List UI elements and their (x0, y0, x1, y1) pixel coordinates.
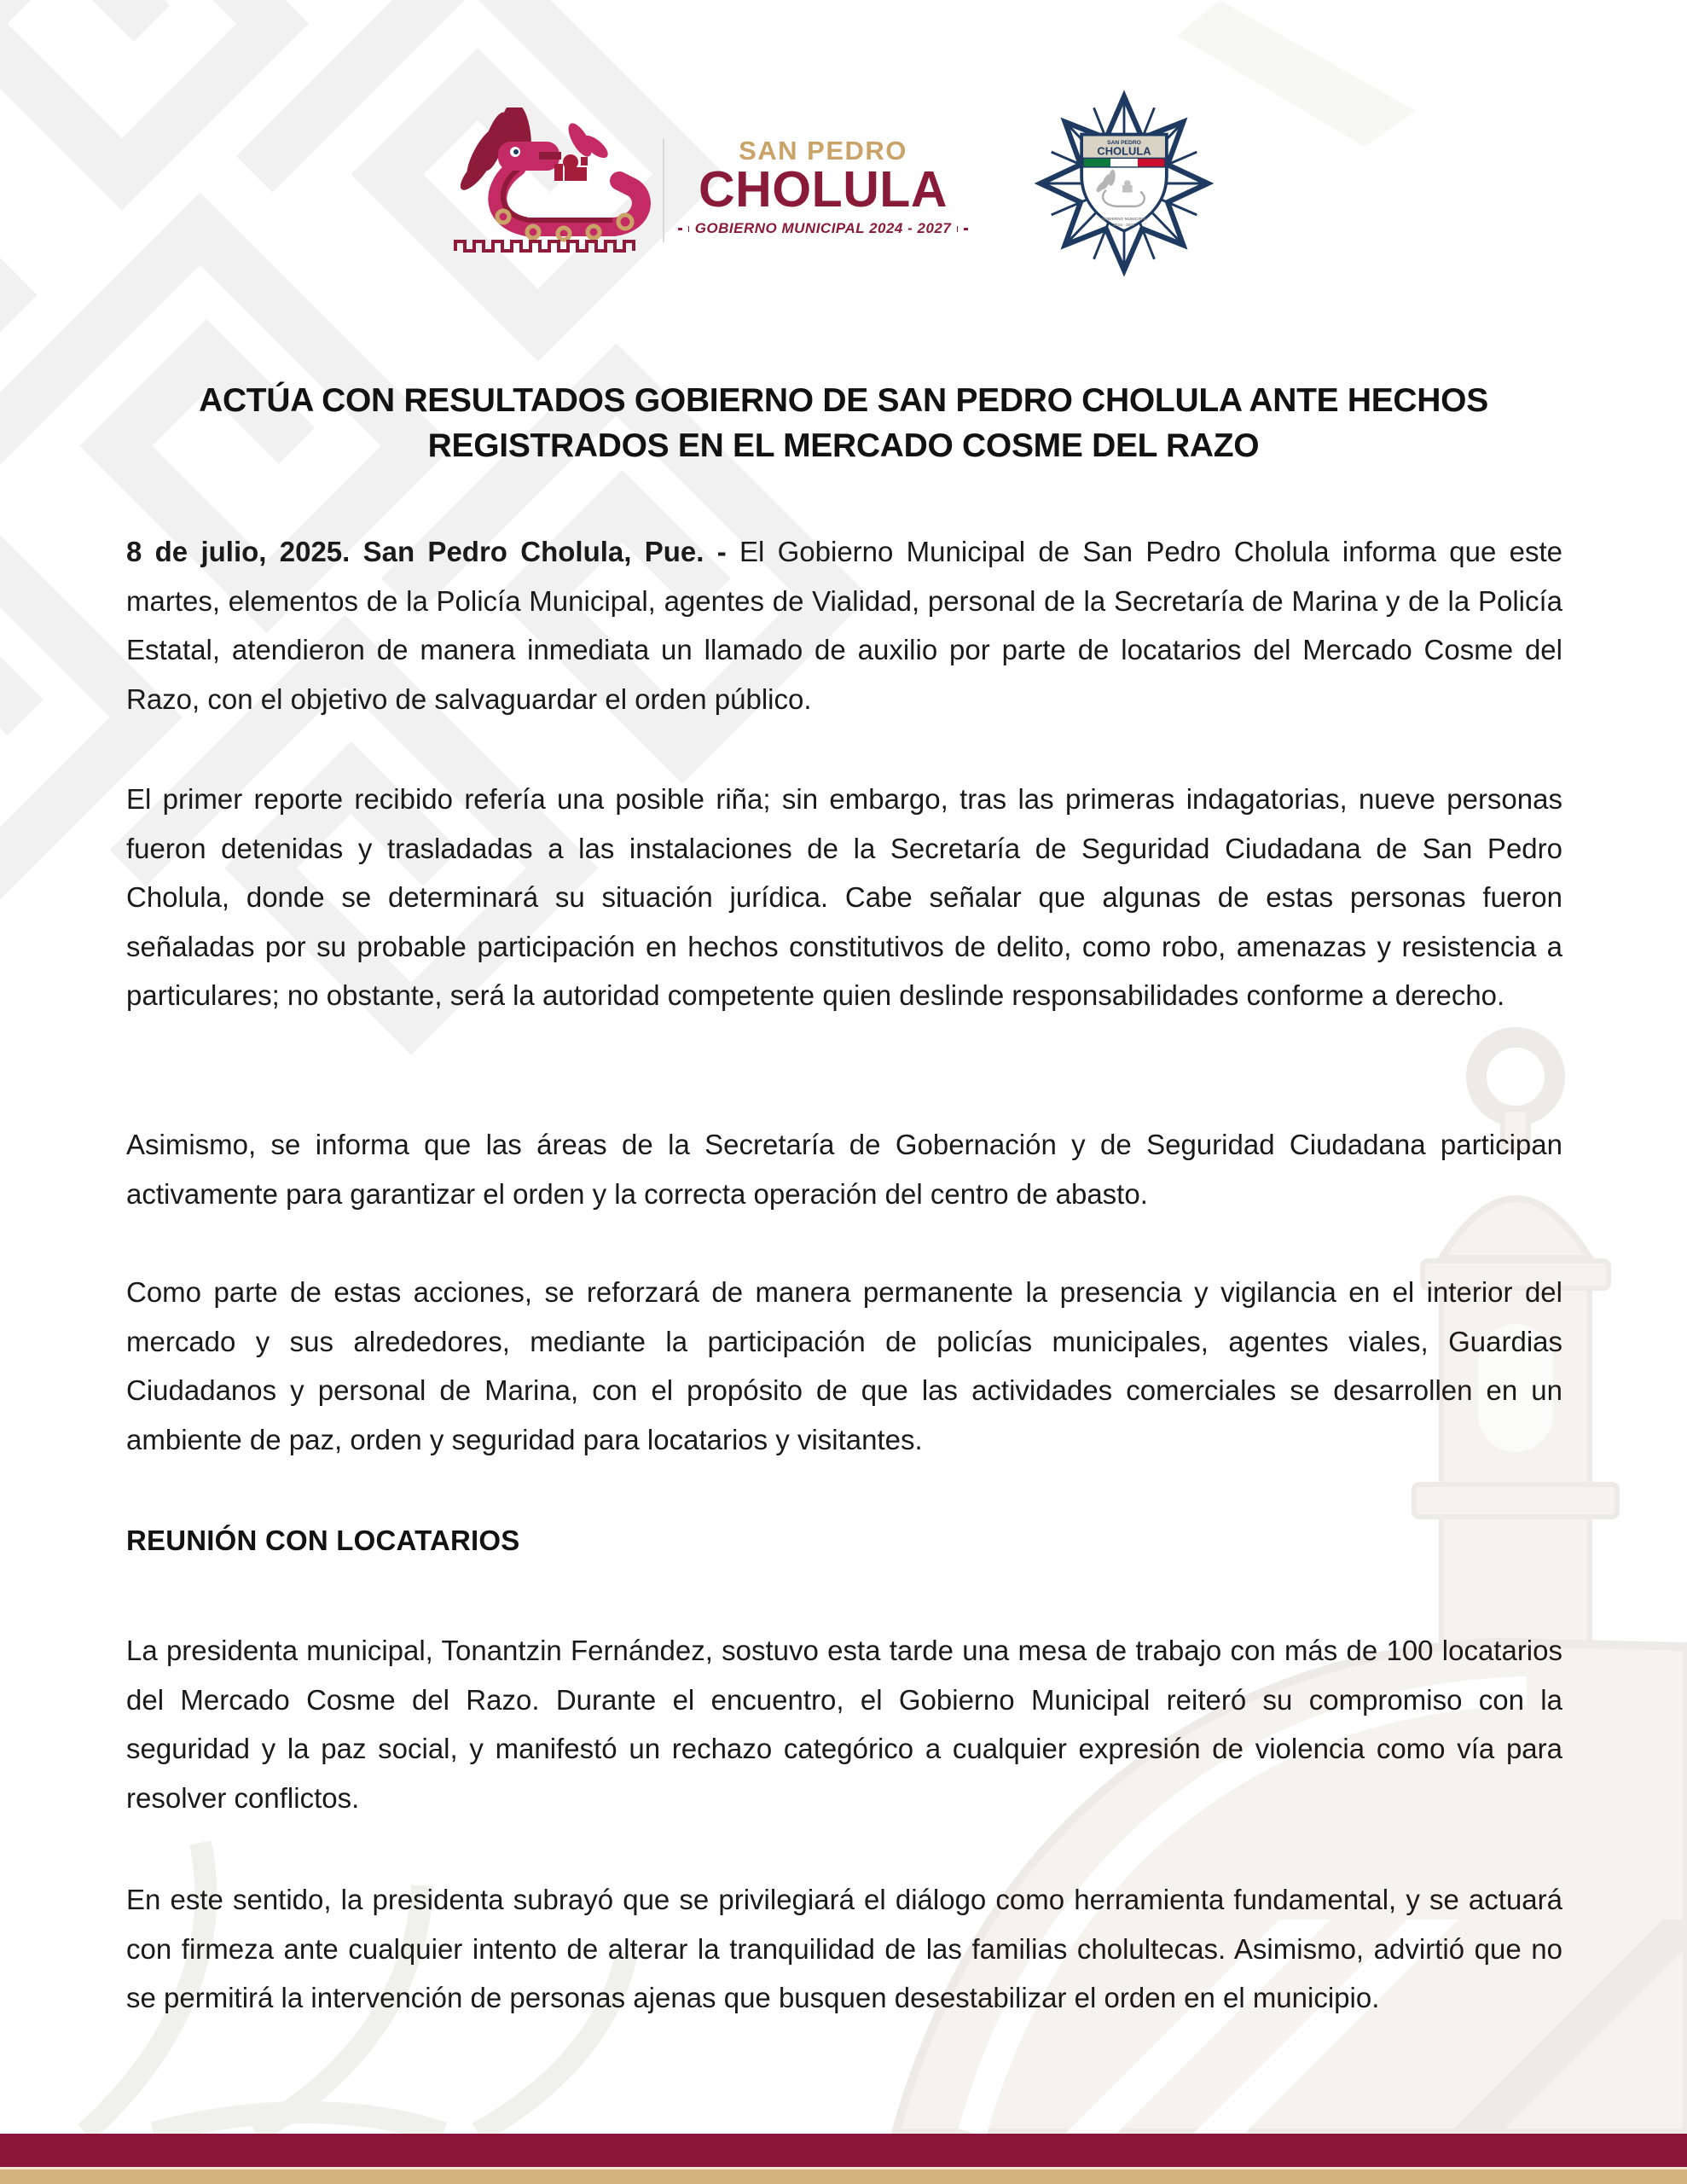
brand-san-pedro: SAN PEDRO (739, 136, 907, 166)
badge-name-label: CHOLULA (1097, 144, 1151, 158)
badge-footer-line2: 2024 - 2027 (1113, 223, 1135, 228)
tagline-line-left (678, 228, 682, 230)
section-heading-reunion: REUNIÓN CON LOCATARIOS (126, 1525, 520, 1556)
brand-cholula: CHOLULA (699, 161, 948, 218)
paragraph-dialogo: En este sentido, la presidenta subrayó que se privilegiará el diálogo como herramienta fundamental, y se actuará con firmeza ante cualquier intento de alterar la tranquilidad de las familias cholultecas. Asimismo, advirtió que no se permitirá la intervención de personas ajenas que busquen desestabilizar el orden en el municipio. (126, 1884, 1562, 2013)
header-divider (663, 138, 664, 242)
page-title-line1: ACTÚA CON RESULTADOS GOBIERNO DE SAN PEDRO CHOLULA ANTE HECHOS (199, 382, 1488, 419)
paragraph-mesa-trabajo: La presidenta municipal, Tonantzin Fernández, sostuvo esta tarde una mesa de trabajo con más de 100 locatarios del Mercado Cosme del Razo. Durante el encuentro, el Gobierno Municipal reiteró su compromiso con la seguridad y la paz social, y manifestó un rechazo categórico a cualquier expresión de violencia como vía para resolver conflictos. (126, 1635, 1562, 1814)
brand-tagline (678, 220, 968, 237)
page-title (0, 378, 1687, 468)
mexican-flag-stripe (1083, 158, 1165, 167)
meander-strip-icon (455, 241, 634, 251)
paragraph-dateline-text: El Gobierno Municipal de San Pedro Cholula informa que este martes, elementos de la Policía Municipal, agentes de Vialidad, personal de la Secretaría de Marina y de la Policía Estatal, atendieron de manera inmediata un llamado de auxilio por parte de locatarios del Mercado Cosme del Razo, con el objetivo de salvaguardar el orden público. (126, 536, 1562, 715)
paragraph-dateline (126, 527, 1562, 723)
serpent-head-icon (498, 142, 561, 171)
tagline-square-left (688, 226, 689, 232)
page-title-line2: REGISTRADOS EN EL MERCADO COSME DEL RAZO (427, 427, 1260, 464)
tagline-square-right (957, 226, 958, 232)
paragraph-dateline-lead: 8 de julio, 2025. San Pedro Cholula, Pue. - (126, 536, 727, 567)
paragraph-secretarias: Asimismo, se informa que las áreas de la Secretaría de Gobernación y de Seguridad Ciudadana participan activamente para garantizar el orden y la correcta operación del centro de abasto. (126, 1129, 1562, 1210)
paragraph-vigilancia: Como parte de estas acciones, se reforzará de manera permanente la presencia y vigilancia en el interior del mercado y sus alrededores, mediante la participación de policías municipales, agentes viales, Guardias Ciudadanos y personal de Marina, con el propósito de que las actividades comerciales se desarrollen en un ambiente de paz, orden y seguridad para locatarios y visitantes. (126, 1276, 1562, 1455)
brand-lockup (678, 136, 968, 237)
badge-top-label: SAN PEDRO (1107, 140, 1141, 147)
tagline-text: GOBIERNO MUNICIPAL 2024 - 2027 (694, 220, 952, 236)
police-badge (1026, 84, 1222, 285)
tagline-line-right (964, 228, 968, 230)
quetzal-logo (450, 107, 659, 254)
footer-maroon-bar (0, 2134, 1687, 2167)
badge-footer-line1: GOBIERNO MUNICIPAL (1101, 218, 1147, 223)
paragraph-detentions: El primer reporte recibido refería una posible riña; sin embargo, tras las primeras indagatorias, nueve personas fueron detenidas y trasladadas a las instalaciones de la Secretaría de Seguridad Ciudadana de San Pedro Cholula, donde se determinará su situación jurídica. Cabe señalar que algunas de estas personas fueron señaladas por su probable participación en hechos constitutivos de delito, como robo, amenazas y resistencia a particulares; no obstante, será la autoridad competente quien deslinde responsabilidades conforme a derecho. (126, 783, 1562, 1011)
footer-tan-bar (0, 2169, 1687, 2184)
